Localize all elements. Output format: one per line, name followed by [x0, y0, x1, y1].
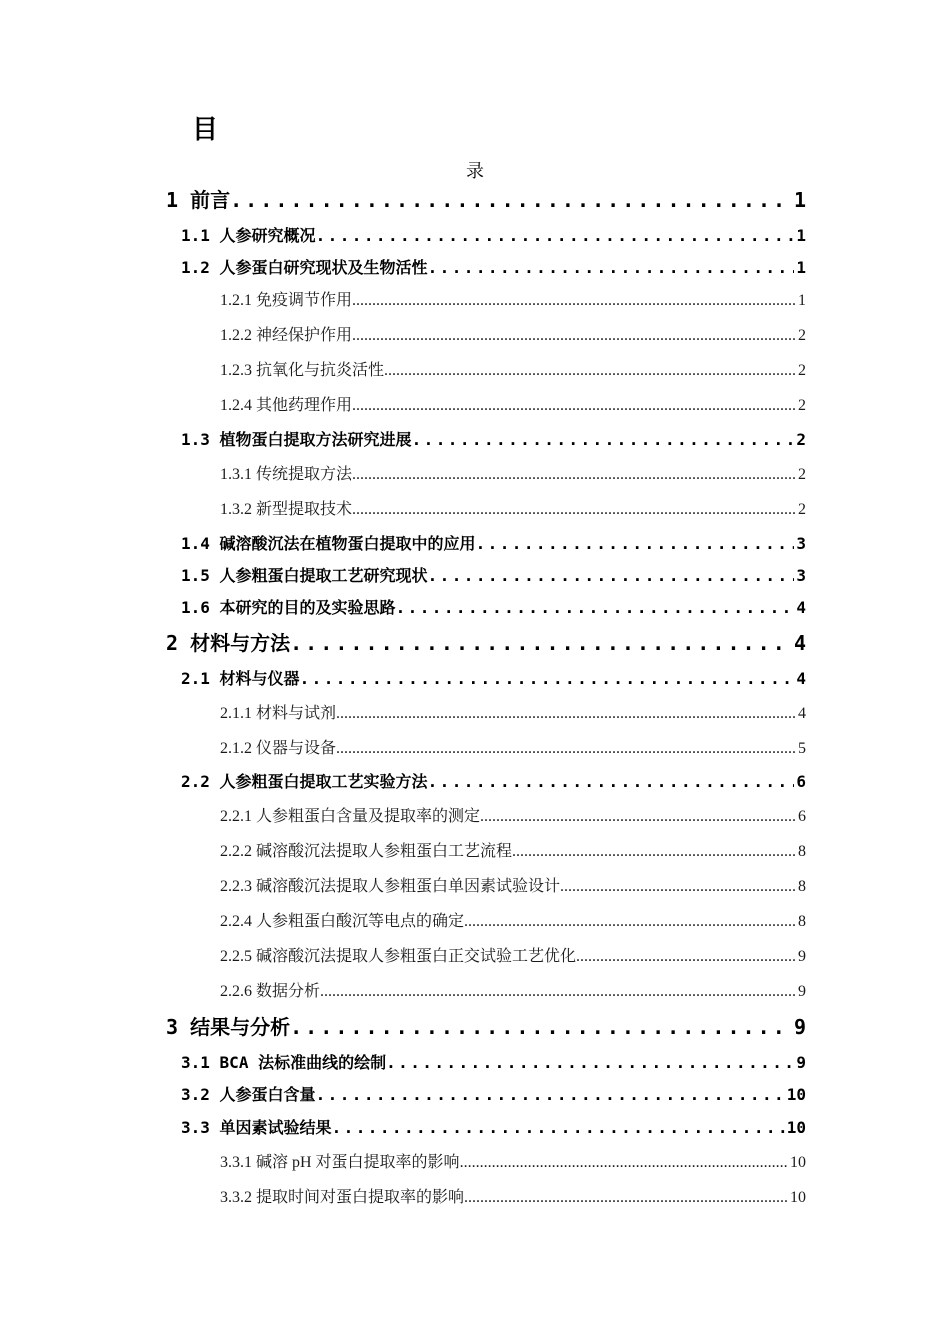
toc-page-number: 6 [798, 808, 806, 825]
toc-page-number: 5 [798, 740, 806, 757]
toc-entry-2-2-5[interactable] [220, 943, 806, 973]
toc-entry-2-2-1[interactable] [220, 803, 806, 833]
toc-entry-title: 1.2.4 其他药理作用 [220, 397, 353, 414]
toc-dot-leader [428, 258, 795, 277]
toc-dot-leader [428, 772, 795, 791]
toc-entry-title: 3 结果与分析 [166, 1015, 291, 1039]
toc-entry-title: 2.2.5 碱溶酸沉法提取人参粗蛋白正交试验工艺优化 [220, 948, 577, 965]
toc-title-mu: 目 [192, 115, 219, 145]
toc-entry-2-1[interactable] [181, 666, 806, 696]
toc-page-number: 2 [798, 466, 806, 483]
toc-page-number: 9 [796, 1053, 806, 1072]
toc-page-number: 1 [793, 188, 806, 212]
toc-entry-3-3[interactable] [181, 1115, 806, 1145]
toc-dot-leader [480, 808, 796, 826]
toc-entry-title: 2 材料与方法 [166, 631, 291, 655]
toc-dot-leader [320, 983, 796, 1001]
toc-page-number: 9 [793, 1015, 806, 1039]
toc-page-number: 8 [798, 878, 806, 895]
toc-page-number: 2 [798, 397, 806, 414]
toc-entry-2-2-3[interactable] [220, 873, 806, 903]
toc-entry-1-2[interactable] [181, 255, 806, 285]
toc-dot-leader [352, 501, 796, 519]
toc-entry-title: 2.1.1 材料与试剂 [220, 705, 337, 722]
toc-dot-leader [352, 466, 796, 484]
toc-page-number: 4 [798, 705, 806, 722]
toc-entry-3-1[interactable] [181, 1050, 806, 1080]
toc-entry-2-1-1[interactable] [220, 700, 806, 730]
toc-entry-title: 1.2.1 免疫调节作用 [220, 292, 353, 309]
toc-dot-leader [352, 397, 796, 415]
toc-entry-title: 2.1.2 仪器与设备 [220, 740, 337, 757]
toc-entry-title: 2.2.1 人参粗蛋白含量及提取率的测定 [220, 808, 481, 825]
toc-page-number: 3 [796, 566, 806, 585]
toc-entry-1-2-2[interactable] [220, 322, 806, 352]
toc-entry-title: 1.1 人参研究概况 [181, 226, 316, 245]
toc-entry-title: 1.3.1 传统提取方法 [220, 466, 353, 483]
toc-page-number: 8 [798, 913, 806, 930]
toc-dot-leader [290, 1015, 792, 1039]
toc-dot-leader [352, 292, 796, 310]
toc-entry-title: 1.5 人参粗蛋白提取工艺研究现状 [181, 566, 428, 585]
toc-page-number: 10 [790, 1154, 806, 1171]
toc-dot-leader [560, 878, 796, 896]
toc-dot-leader [464, 913, 796, 931]
toc-entry-2-1-2[interactable] [220, 735, 806, 765]
toc-entry-title: 3.3.2 提取时间对蛋白提取率的影响 [220, 1189, 465, 1206]
toc-entry-2-2-4[interactable] [220, 908, 806, 938]
toc-dot-leader [230, 188, 792, 212]
toc-page-number: 3 [796, 534, 806, 553]
toc-page-number: 1 [796, 258, 806, 277]
toc-page-number: 2 [798, 362, 806, 379]
toc-page-number: 9 [798, 948, 806, 965]
toc-entry-1-2-1[interactable] [220, 287, 806, 317]
toc-entry-title: 1.2.2 神经保护作用 [220, 327, 353, 344]
toc-entry-title: 3.3.1 碱溶 pH 对蛋白提取率的影响 [220, 1154, 460, 1171]
toc-dot-leader [512, 843, 796, 861]
toc-title-lu: 录 [466, 161, 484, 182]
toc-entry-1-2-3[interactable] [220, 357, 806, 387]
toc-dot-leader [352, 327, 796, 345]
toc-dot-leader [576, 948, 796, 966]
toc-page-number: 1 [796, 226, 806, 245]
toc-page-number: 10 [786, 1118, 806, 1137]
toc-entry-1-3-1[interactable] [220, 461, 806, 491]
toc-dot-leader [428, 566, 795, 585]
toc-entry-title: 3.3 单因素试验结果 [181, 1118, 332, 1137]
toc-entry-1-2-4[interactable] [220, 392, 806, 422]
toc-page-number: 2 [798, 327, 806, 344]
toc-entry-1-1[interactable] [181, 223, 806, 253]
toc-entry-title: 2.2.2 碱溶酸沉法提取人参粗蛋白工艺流程 [220, 843, 513, 860]
toc-entry-2-2-2[interactable] [220, 838, 806, 868]
toc-dot-leader [300, 669, 795, 688]
toc-page-number: 9 [798, 983, 806, 1000]
toc-entry-title: 1.3 植物蛋白提取方法研究进展 [181, 430, 412, 449]
toc-dot-leader [332, 1118, 785, 1137]
toc-entry-title: 1 前言 [166, 188, 231, 212]
toc-dot-leader [336, 740, 796, 758]
toc-entry-title: 2.2.6 数据分析 [220, 983, 321, 1000]
toc-entry-1-3[interactable] [181, 427, 806, 457]
toc-entry-title: 2.2.4 人参粗蛋白酸沉等电点的确定 [220, 913, 465, 930]
toc-entry-title: 2.2.3 碱溶酸沉法提取人参粗蛋白单因素试验设计 [220, 878, 561, 895]
toc-entry-title: 2.2 人参粗蛋白提取工艺实验方法 [181, 772, 428, 791]
toc-page-number: 2 [796, 430, 806, 449]
toc-page-number: 8 [798, 843, 806, 860]
toc-entry-1-5[interactable] [181, 563, 806, 593]
toc-page-number: 10 [786, 1085, 806, 1104]
toc-dot-leader [460, 1154, 788, 1172]
toc-entry-3[interactable] [166, 1011, 806, 1045]
toc-page-number: 10 [790, 1189, 806, 1206]
toc-page-number: 2 [798, 501, 806, 518]
toc-entry-1-4[interactable] [181, 531, 806, 561]
toc-dot-leader [476, 534, 795, 553]
toc-dot-leader [316, 1085, 785, 1104]
toc-entry-1[interactable] [166, 184, 806, 218]
toc-entry-3-3-1[interactable] [220, 1149, 806, 1179]
toc-dot-leader [336, 705, 796, 723]
toc-entry-title: 3.1 BCA 法标准曲线的绘制 [181, 1053, 387, 1072]
toc-dot-leader [316, 226, 795, 245]
toc-dot-leader [412, 430, 795, 449]
toc-entry-2-2-6[interactable] [220, 978, 806, 1008]
toc-entry-title: 2.1 材料与仪器 [181, 669, 300, 688]
toc-entry-title: 1.2 人参蛋白研究现状及生物活性 [181, 258, 428, 277]
toc-entry-title: 1.6 本研究的目的及实验思路 [181, 598, 396, 617]
toc-dot-leader [290, 631, 792, 655]
toc-page-number: 6 [796, 772, 806, 791]
toc-page-number: 4 [793, 631, 806, 655]
toc-entry-2[interactable] [166, 627, 806, 661]
toc-page-number: 4 [796, 669, 806, 688]
toc-page-number: 1 [798, 292, 806, 309]
toc-dot-leader [386, 1053, 794, 1072]
toc-page-number: 4 [796, 598, 806, 617]
toc-entry-1-6[interactable] [181, 595, 806, 625]
toc-dot-leader [396, 598, 795, 617]
toc-entry-title: 1.3.2 新型提取技术 [220, 501, 353, 518]
toc-entry-title: 1.2.3 抗氧化与抗炎活性 [220, 362, 385, 379]
toc-entry-1-3-2[interactable] [220, 496, 806, 526]
toc-entry-title: 3.2 人参蛋白含量 [181, 1085, 316, 1104]
toc-entry-3-2[interactable] [181, 1082, 806, 1112]
toc-entry-title: 1.4 碱溶酸沉法在植物蛋白提取中的应用 [181, 534, 476, 553]
toc-entry-3-3-2[interactable] [220, 1184, 806, 1214]
toc-dot-leader [384, 362, 796, 380]
toc-entry-2-2[interactable] [181, 769, 806, 799]
toc-dot-leader [464, 1189, 788, 1207]
